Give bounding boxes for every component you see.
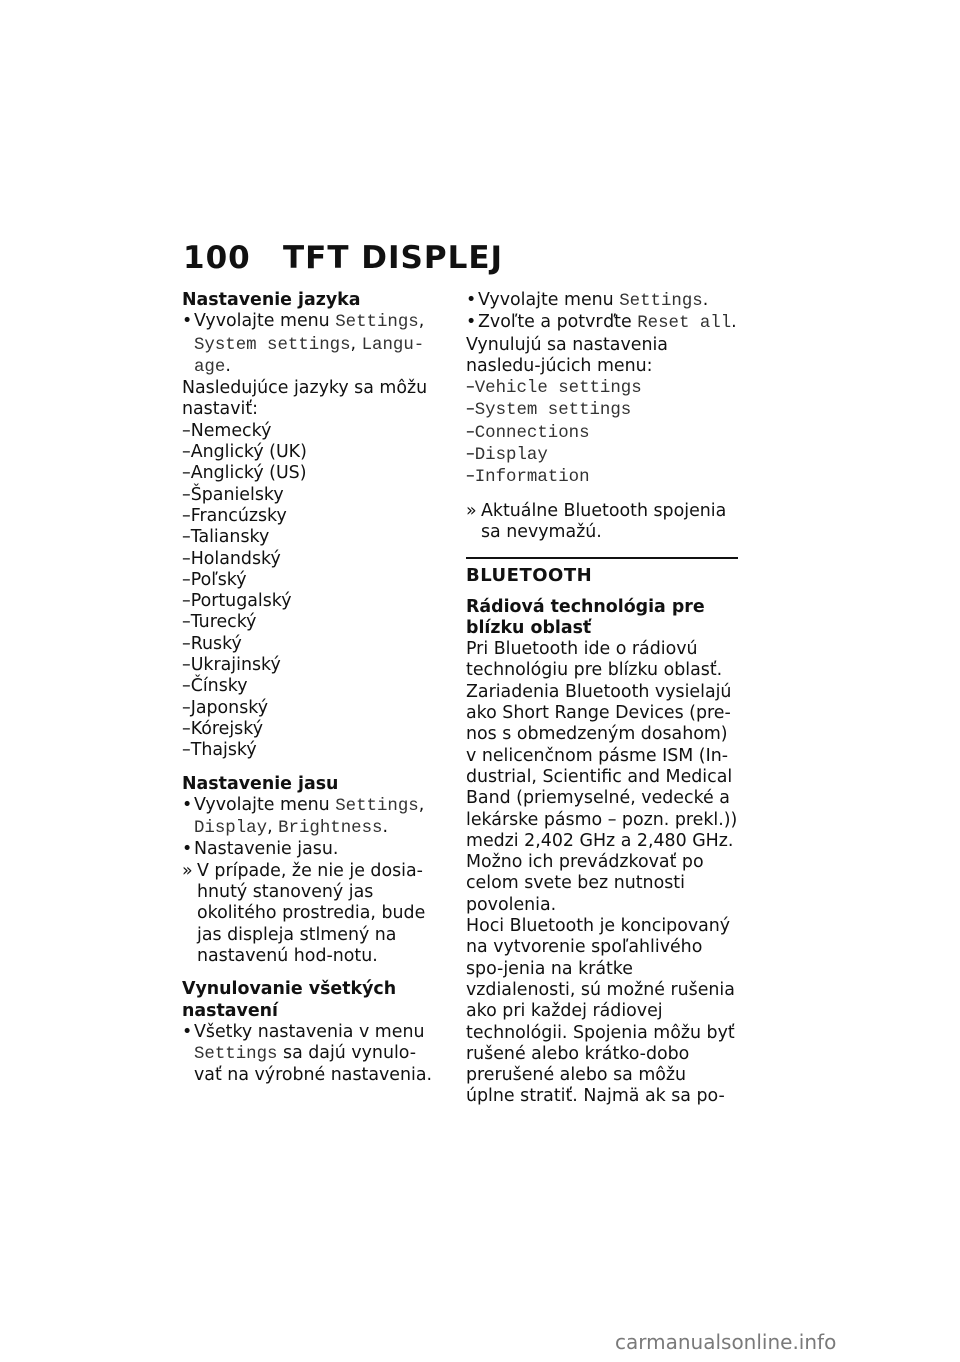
chapter-title: TFT DISPLEJ xyxy=(283,240,504,276)
bluetooth-note: » Aktuálne Bluetooth spojenia sa nevymažú. xyxy=(466,501,738,544)
language-intro: Nasledujúce jazyky sa môžu nastaviť: xyxy=(182,378,428,420)
left-column xyxy=(182,290,442,1087)
list-item: – Poľský xyxy=(182,570,442,591)
language-list xyxy=(182,421,442,762)
list-item: – Anglický (UK) xyxy=(182,442,442,463)
list-item: – Kórejský xyxy=(182,719,442,740)
menu-code: Display xyxy=(194,819,268,839)
section-divider xyxy=(466,557,738,559)
brightness-note: » V prípade, že nie je dosia-hnutý stanovený jas okolitého prostredia, bude jas displeja stlmený na nastavenú hod-notu. xyxy=(182,861,442,967)
reset-step-1: • Vyvolajte menu Settings. xyxy=(466,290,738,312)
bluetooth-heading: Rádiová technológia pre blízku oblasť xyxy=(466,596,705,638)
list-item: – Japonský xyxy=(182,698,442,719)
brightness-step: • Vyvolajte menu Settings, Display, Brightness. xyxy=(182,795,442,840)
list-item: – Information xyxy=(466,466,738,488)
list-item: – Turecký xyxy=(182,612,442,633)
list-item: – Portugalský xyxy=(182,591,442,612)
menu-code: Settings xyxy=(619,292,703,311)
reset-intro: Vynulujú sa nastavenia nasledu-júcich menu: xyxy=(466,334,668,376)
list-item: – Holandský xyxy=(182,549,442,570)
menu-code: Settings xyxy=(335,313,419,333)
list-item: – Display xyxy=(466,444,738,466)
reset-step: • Všetky nastavenia v menu Settings sa dajú vynulo-vať na výrobné nastavenia. xyxy=(182,1022,442,1087)
bluetooth-paragraph-2: Hoci Bluetooth je koncipovaný na vytvorenie spoľahlivého spo-jenia na krátke vzdialenosti, sú možné rušenia ako pri každej rádiovej technológii. Spojenia môžu byť rušené alebo krátko-dobo prerušené alebo sa môžu úplne stratiť. Najmä ak sa po- xyxy=(466,916,735,1107)
list-item: – Francúzsky xyxy=(182,506,442,527)
page-header xyxy=(183,240,503,276)
list-item: – Španielsky xyxy=(182,485,442,506)
list-item: – Nemecký xyxy=(182,421,442,442)
brightness-step-2: • Nastavenie jasu. xyxy=(182,839,442,860)
list-item: – Thajský xyxy=(182,740,442,761)
menu-code: Langu-age xyxy=(194,335,425,377)
right-column xyxy=(466,290,738,1108)
menu-code: System settings xyxy=(194,335,351,355)
reset-heading: Vynulovanie všetkých nastavení xyxy=(182,979,397,1021)
page-number: 100 xyxy=(183,240,251,276)
language-heading: Nastavenie jazyka xyxy=(182,290,361,310)
menu-code: Settings xyxy=(335,796,419,816)
language-step: • Vyvolajte menu Settings, System settings, Langu-age. xyxy=(182,311,442,378)
menu-code: Reset all xyxy=(637,314,732,334)
list-item: – Vehicle settings xyxy=(466,377,738,399)
list-item: – Anglický (US) xyxy=(182,463,442,484)
list-item: – Čínsky xyxy=(182,676,442,697)
list-item: – Ruský xyxy=(182,634,442,655)
menu-list xyxy=(466,377,738,488)
bluetooth-paragraph-1: Pri Bluetooth ide o rádiovú technológiu pre blízku oblasť. Zariadenia Bluetooth vysielajú ako Short Range Devices (pre-nos s obmedzeným dosahom) v nelicenčnom pásme ISM (In-dustrial, Scientific and Medical Band (priemyselné, vedecké a lekárske pásmo – pozn. prekl.)) medzi 2,402 GHz a 2,480 GHz. Možno ich prevádzkovať po celom svete bez nutnosti povolenia. xyxy=(466,639,738,915)
section-title: BLUETOOTH xyxy=(466,565,593,587)
list-item: – Taliansky xyxy=(182,527,442,548)
menu-code: Brightness xyxy=(278,819,383,839)
menu-code: Settings xyxy=(194,1045,278,1065)
reset-step-2: • Zvoľte a potvrďte Reset all. xyxy=(466,312,738,334)
watermark: carmanualsonline.info xyxy=(615,1330,837,1354)
brightness-heading: Nastavenie jasu xyxy=(182,773,339,794)
list-item: – Connections xyxy=(466,422,738,444)
list-item: – System settings xyxy=(466,399,738,421)
list-item: – Ukrajinský xyxy=(182,655,442,676)
